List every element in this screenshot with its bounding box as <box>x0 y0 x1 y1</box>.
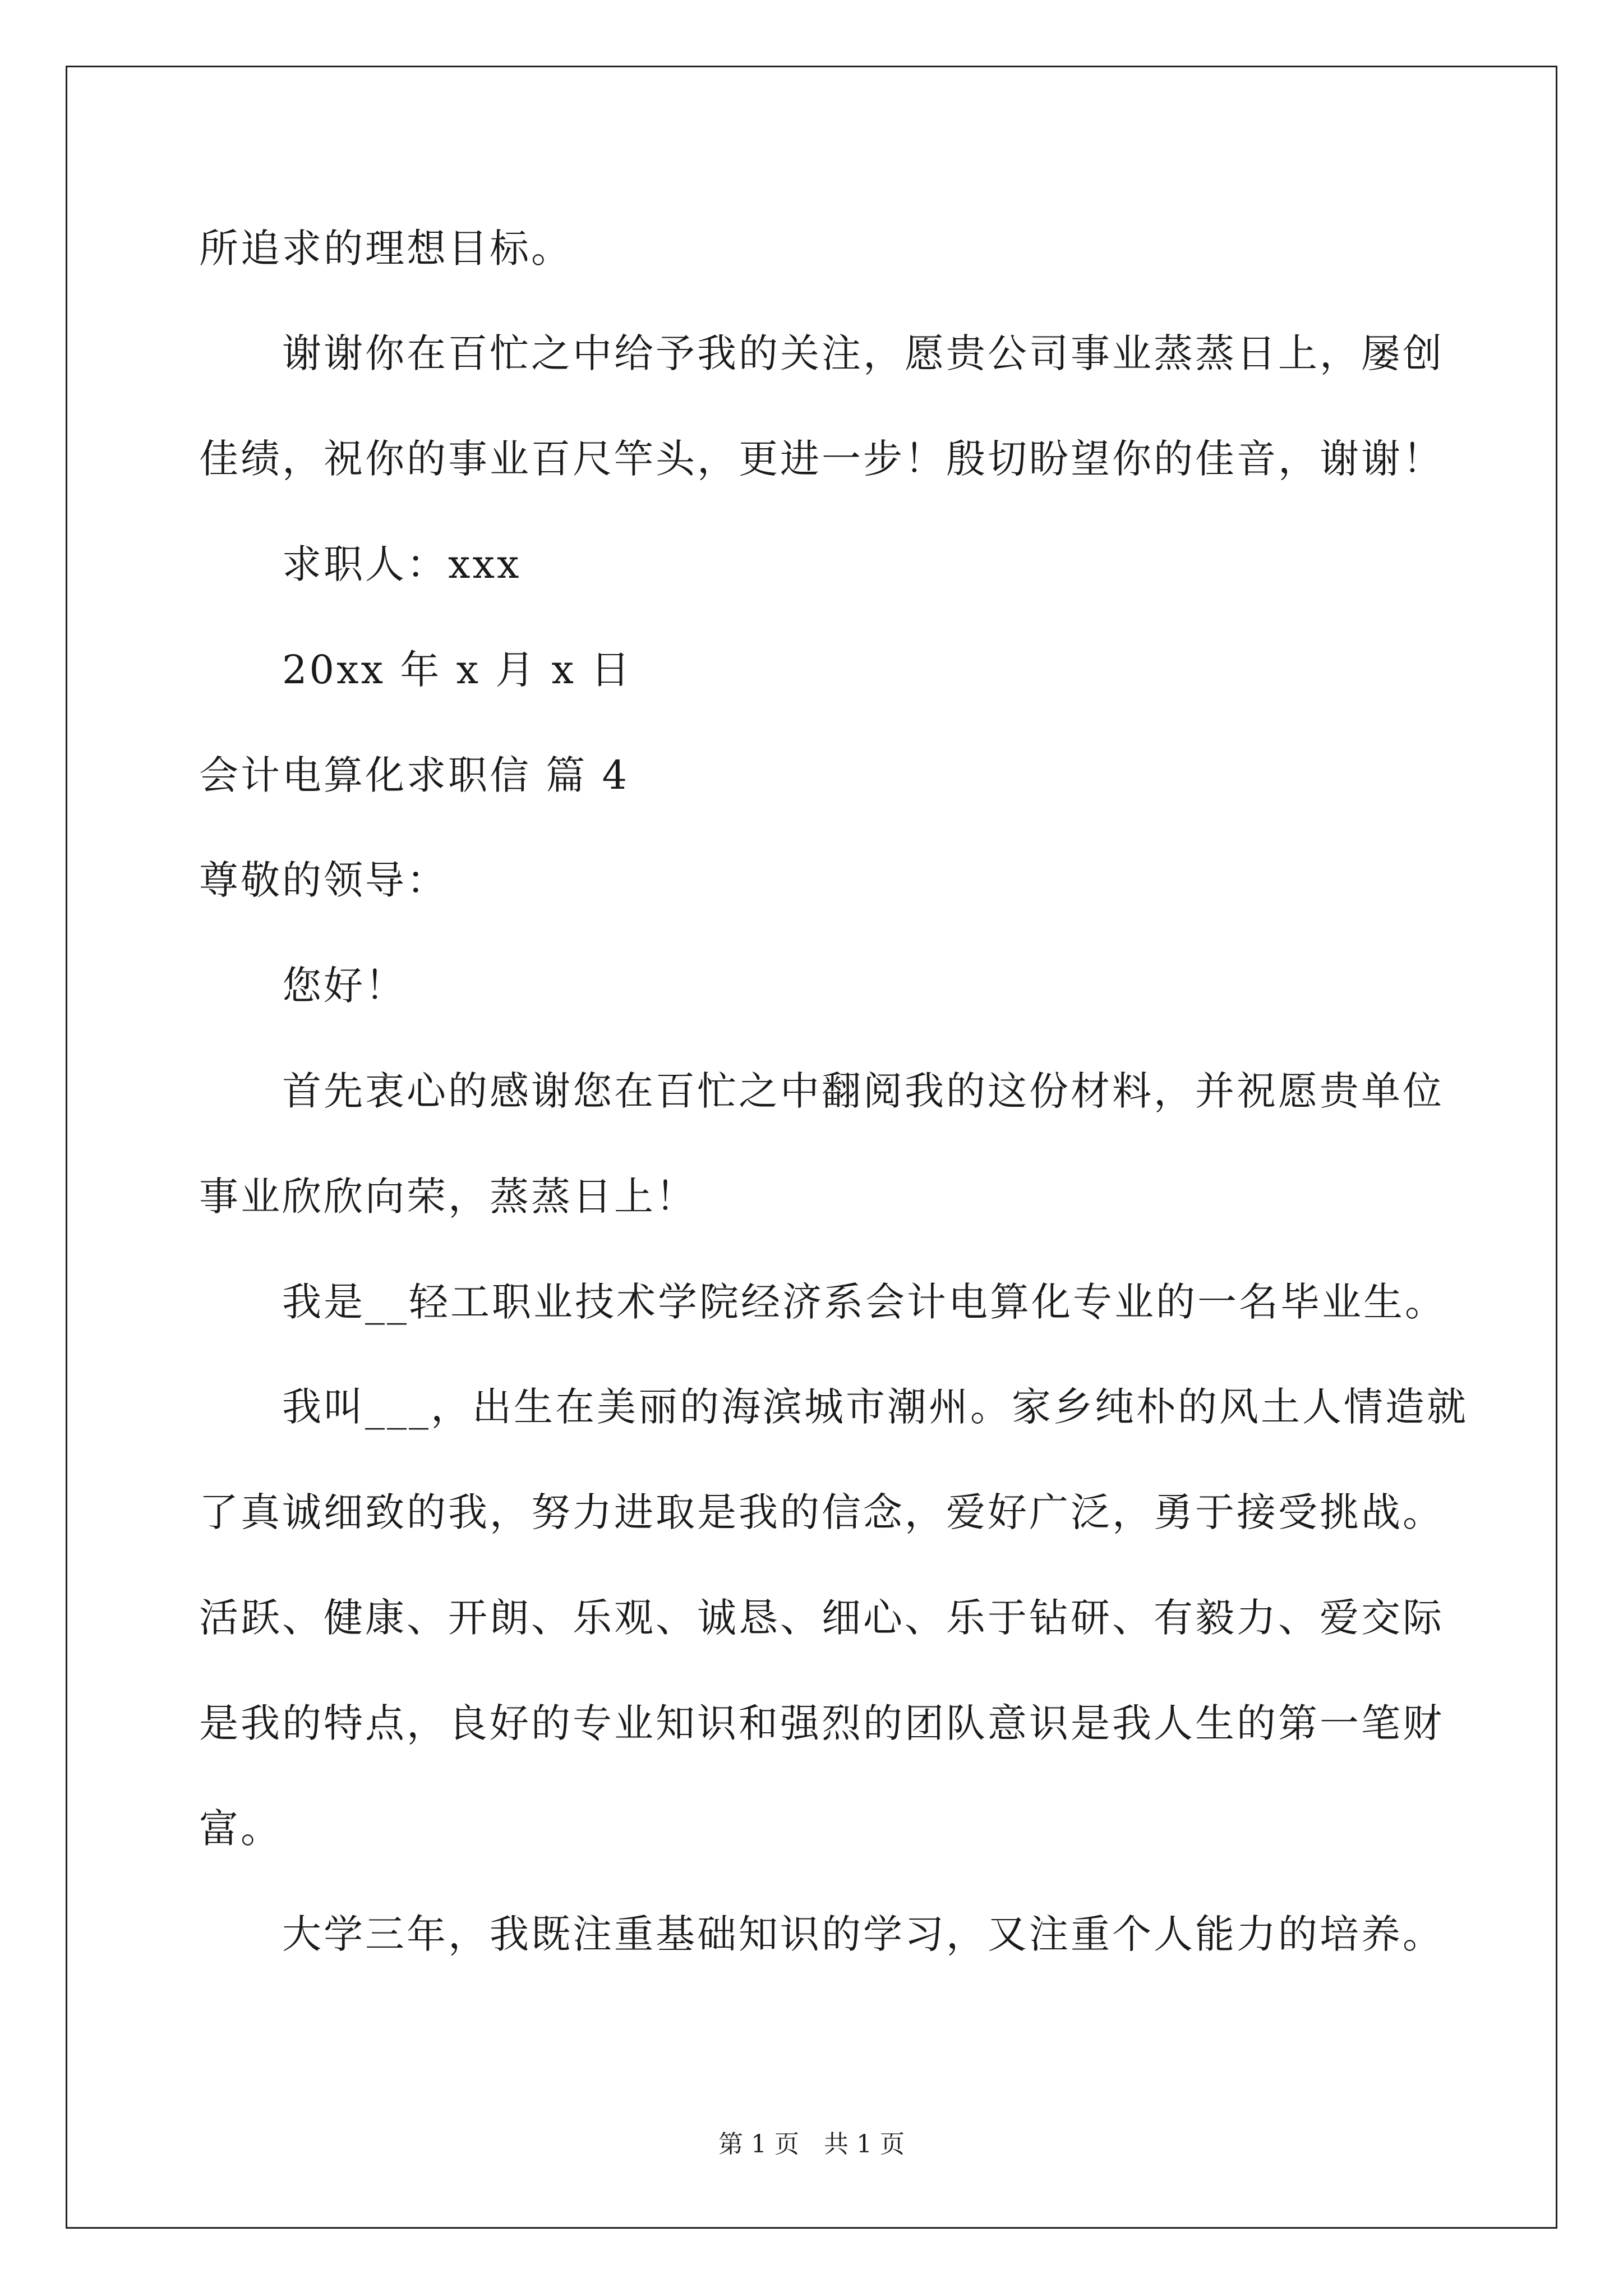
text-line: 大学三年，我既注重基础知识的学习，又注重个人能力的培养。 <box>282 1911 1444 1957</box>
text-line: 富。 <box>199 1806 282 1852</box>
text-line: 是我的特点，良好的专业知识和强烈的团队意识是我人生的第一笔财 <box>199 1700 1444 1746</box>
text-line: 所追求的理想目标。 <box>199 226 573 272</box>
page-footer: 第 1 页 共 1 页 <box>718 2130 905 2159</box>
greeting: 您好！ <box>282 963 407 1009</box>
text-line: 活跃、健康、开朗、乐观、诚恳、细心、乐于钻研、有毅力、爱交际 <box>199 1595 1444 1641</box>
text-line: 我是__轻工职业技术学院经济系会计电算化专业的一名毕业生。 <box>282 1279 1446 1325</box>
salutation: 尊敬的领导： <box>199 857 448 903</box>
text-line: 谢谢你在百忙之中给予我的关注，愿贵公司事业蒸蒸日上，屡创 <box>282 330 1444 376</box>
text-line: 佳绩，祝你的事业百尺竿头，更进一步！殷切盼望你的佳音，谢谢！ <box>199 436 1444 482</box>
text-line: 我叫___，出生在美丽的海滨城市潮州。家乡纯朴的风土人情造就 <box>282 1384 1468 1430</box>
page-border <box>66 66 1557 2229</box>
date-line: 20xx 年 x 月 x 日 <box>282 647 633 693</box>
text-line: 首先衷心的感谢您在百忙之中翻阅我的这份材料，并祝愿贵单位 <box>282 1068 1444 1114</box>
section-title: 会计电算化求职信 篇 4 <box>199 752 630 798</box>
text-line: 事业欣欣向荣，蒸蒸日上！ <box>199 1174 697 1220</box>
text-line: 了真诚细致的我，努力进取是我的信念，爱好广泛，勇于接受挑战。 <box>199 1489 1444 1535</box>
signature-line: 求职人：xxx <box>282 541 522 587</box>
